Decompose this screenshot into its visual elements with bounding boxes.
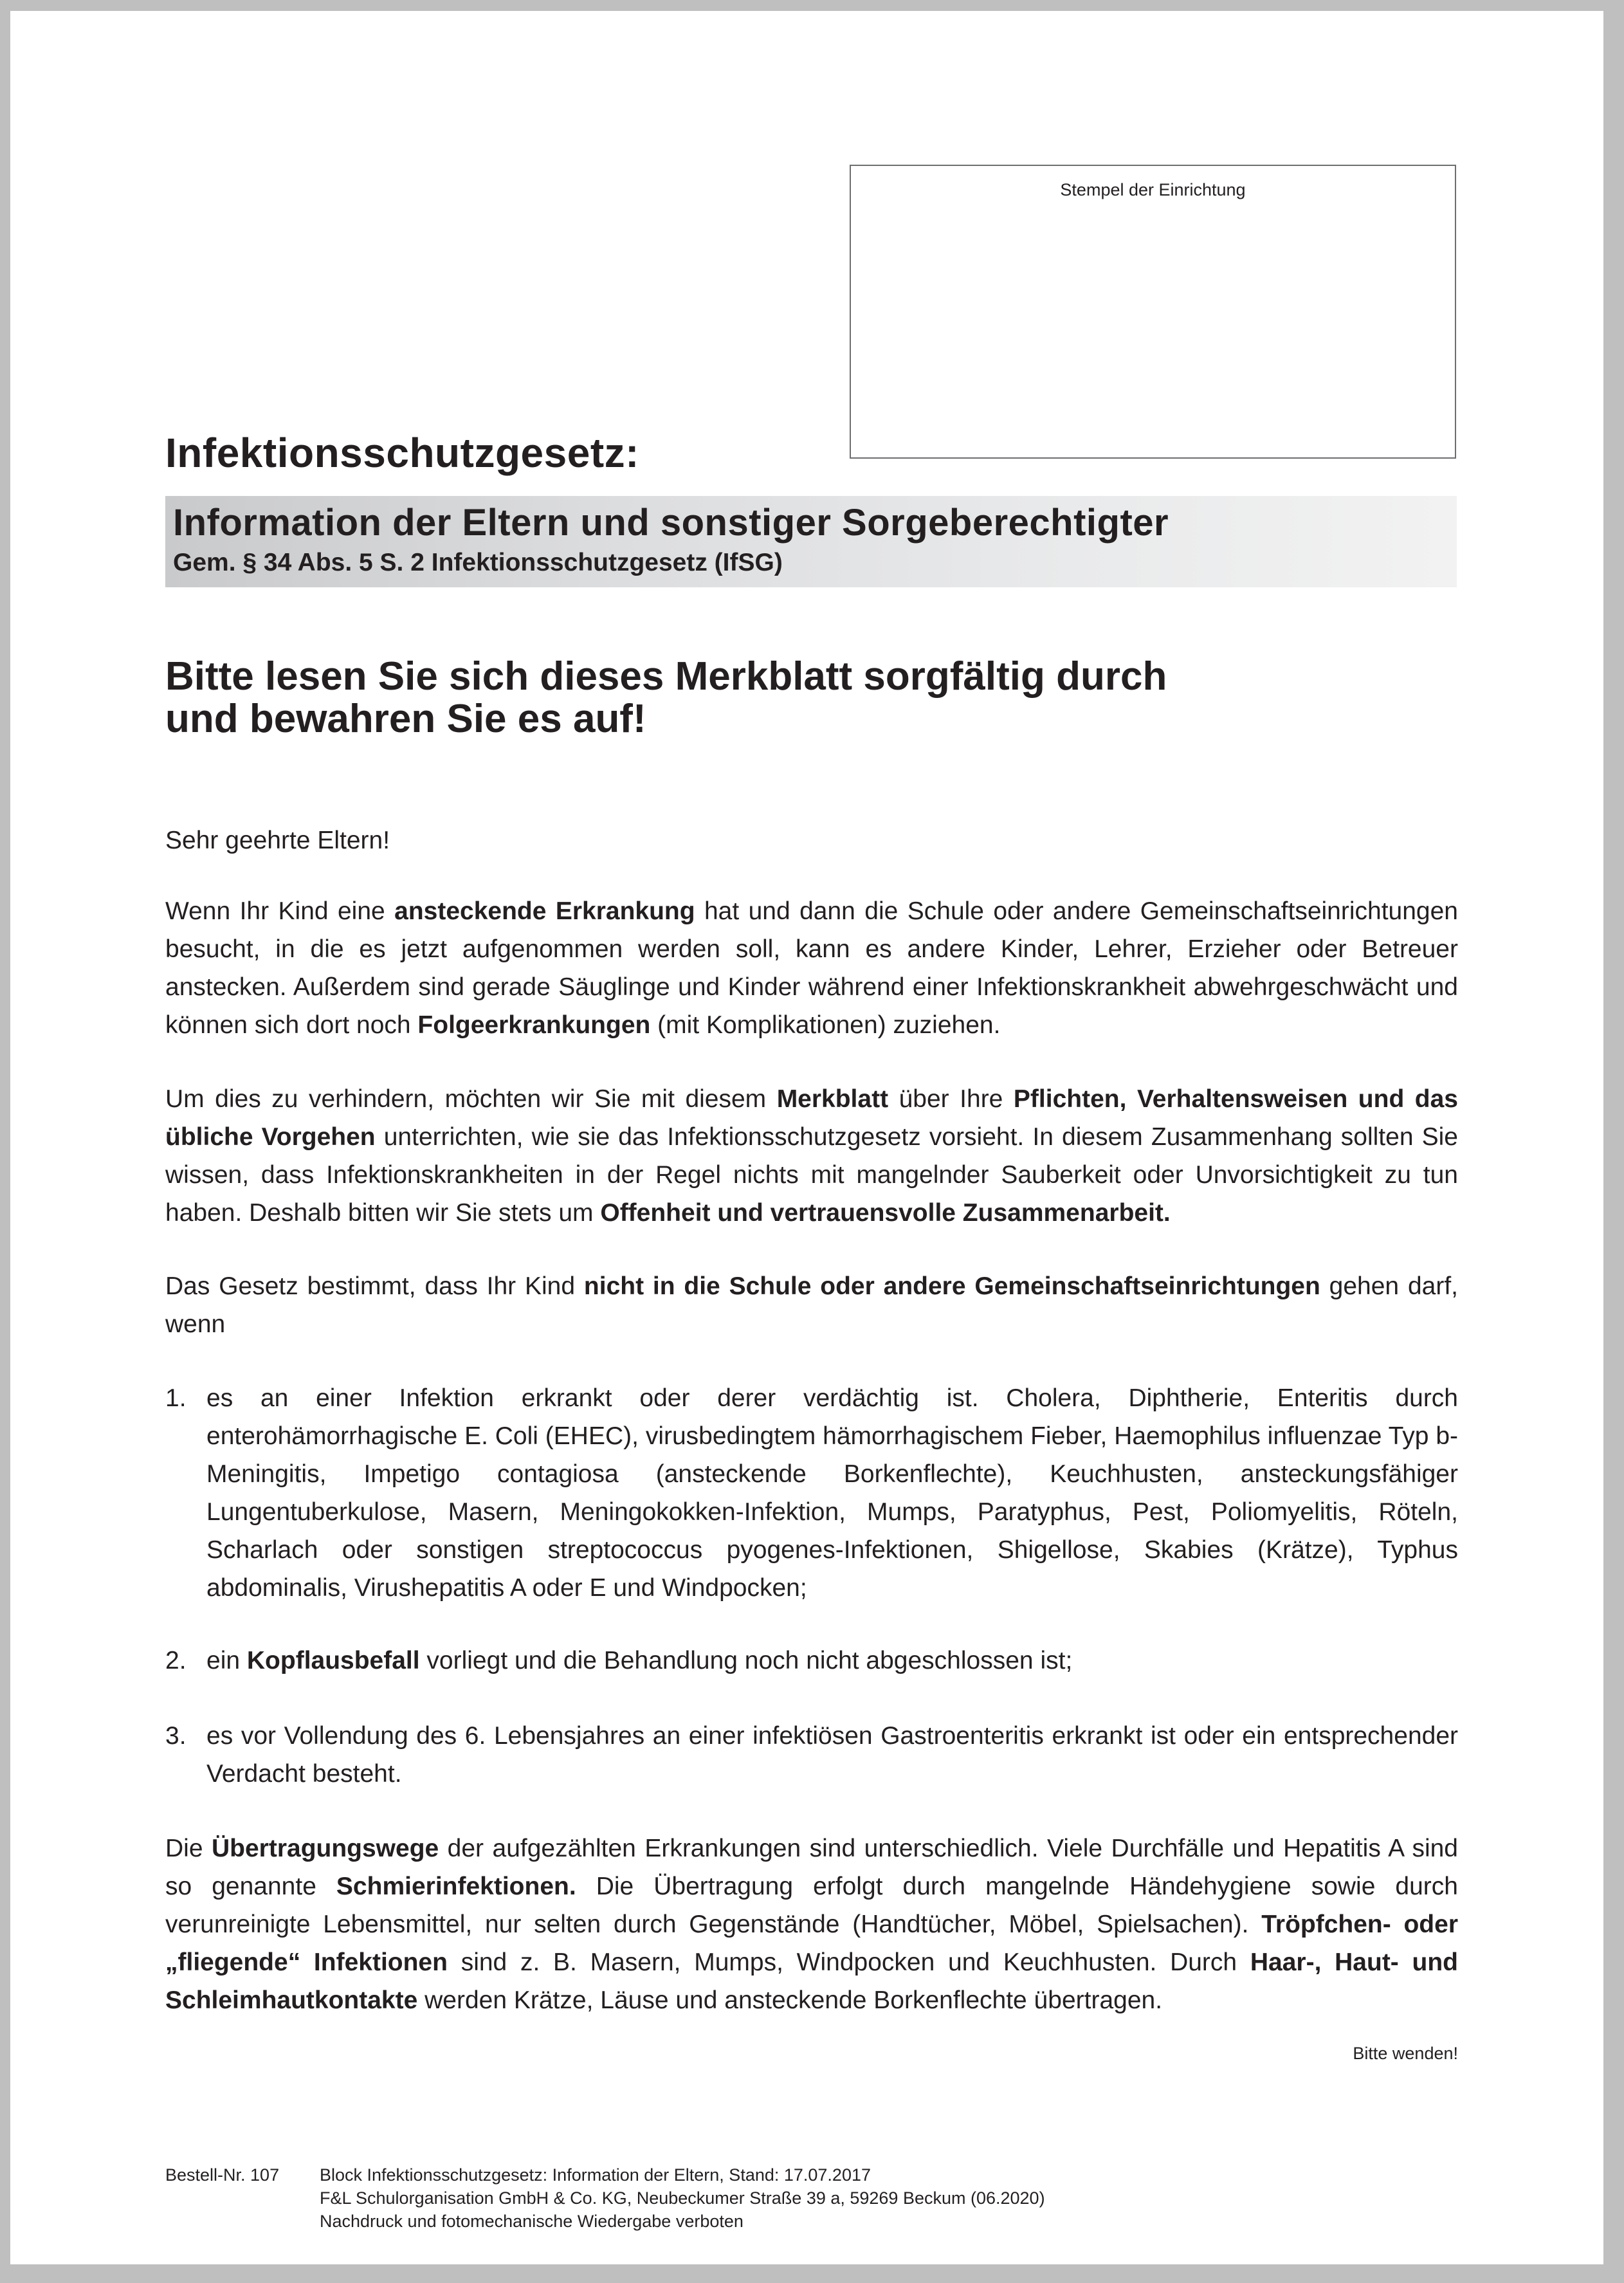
text: über Ihre bbox=[888, 1085, 1014, 1113]
list-item bbox=[165, 1379, 1458, 1607]
turn-page-note: Bitte wenden! bbox=[1353, 2044, 1458, 2063]
list-text: es an einer Infektion erkrankt oder derer verdächtig ist. Cholera, Diphtherie, Enteritis durch enterohämorrhagische E. Coli (EHEC), virusbedingtem hämorrhagischem Fieber, Haemophilus influenzae Typ b-Meningitis, Impetigo contagiosa (ansteckende Borkenflechte), Keuchhusten, ansteckungsfähiger Lungentuberkulose, Masern, Meningokokken-Infektion, Mumps, Paratyphus, Pest, Poliomyelitis, Röteln, Scharlach oder sonstigen streptococcus pyogenes-Infektionen, Shigellose, Skabies (Krätze), Typhus abdominalis, Virushepatitis A oder E und Windpocken; bbox=[206, 1384, 1458, 1602]
paragraph-2 bbox=[165, 1080, 1458, 1232]
emphasis: nicht in die Schule oder andere Gemeinschaftseinrichtungen bbox=[583, 1272, 1320, 1300]
emphasis: ansteckende Erkrankung bbox=[394, 897, 695, 925]
text: ein bbox=[206, 1647, 247, 1674]
text: (mit Komplikationen) zuziehen. bbox=[650, 1011, 1001, 1039]
text: hat und dann die Schule oder andere Gemeinschaftseinrichtungen besucht, in die es jetzt aufgenommen werden soll, kann es andere Kinder, Lehrer, Erzieher oder Betreuer anstecken. Außerdem sind gerade Säuglinge und Kinder während einer Infektionskrankheit abwehrgeschwächt und können sich dort noch bbox=[165, 897, 1458, 1039]
lead-heading bbox=[165, 656, 1387, 740]
text: gehen darf, wenn bbox=[165, 1272, 1458, 1338]
emphasis: Kopflausbefall bbox=[246, 1647, 420, 1674]
stamp-label: Stempel der Einrichtung bbox=[1060, 180, 1246, 199]
emphasis: Folgeerkrankungen bbox=[417, 1011, 651, 1039]
salutation: Sehr geehrte Eltern! bbox=[165, 827, 390, 854]
emphasis: Merkblatt bbox=[776, 1085, 889, 1113]
document-page bbox=[10, 11, 1603, 2264]
emphasis: Übertragungswege bbox=[211, 1835, 439, 1862]
order-number: Bestell-Nr. 107 bbox=[165, 2165, 280, 2185]
header-subheading: Gem. § 34 Abs. 5 S. 2 Infektionsschutzgesetz (IfSG) bbox=[173, 549, 783, 576]
institution-stamp-box bbox=[850, 165, 1456, 459]
emphasis: Tröpfchen- oder „fliegende“ Infektionen bbox=[165, 1911, 1458, 1976]
paragraph-4 bbox=[165, 1829, 1458, 2019]
text: Die bbox=[165, 1835, 212, 1862]
emphasis: Haar-, Haut- und Schleimhautkontakte bbox=[165, 1948, 1458, 2014]
paragraph-3 bbox=[165, 1267, 1458, 1343]
list-item bbox=[165, 1642, 1458, 1680]
footer-line-3: Nachdruck und fotomechanische Wiedergabe verboten bbox=[320, 2212, 744, 2231]
list-item bbox=[165, 1717, 1458, 1793]
text: vorliegt und die Behandlung noch nicht abgeschlossen ist; bbox=[419, 1647, 1073, 1674]
emphasis: Offenheit und vertrauensvolle Zusammenarbeit. bbox=[600, 1199, 1171, 1227]
footer-lines bbox=[320, 2163, 1045, 2233]
footer-line-1: Block Infektionsschutzgesetz: Information der Eltern, Stand: 17.07.2017 bbox=[320, 2165, 871, 2185]
document-title: Infektionsschutzgesetz: bbox=[165, 430, 639, 476]
header-heading: Information der Eltern und sonstiger Sorgeberechtigter bbox=[173, 502, 1169, 544]
text: der aufgezählten Erkrankungen sind unterschiedlich. Viele Durchfälle und Hepatitis A sind so genannte bbox=[165, 1835, 1458, 1900]
header-band bbox=[165, 496, 1457, 587]
text: Um dies zu verhindern, möchten wir Sie mit diesem bbox=[165, 1085, 777, 1113]
text: Die Übertragung erfolgt durch mangelnde Händehygiene sowie durch verunreinigte Lebensmittel, nur selten durch Gegenstände (Handtücher, Möbel, Spielsachen). bbox=[165, 1873, 1458, 1938]
footer-line-2: F&L Schulorganisation GmbH & Co. KG, Neubeckumer Straße 39 a, 59269 Beckum (06.2020) bbox=[320, 2188, 1045, 2208]
list-text bbox=[206, 1642, 1458, 1680]
emphasis: Pflichten, Verhaltensweisen und das übliche Vorgehen bbox=[165, 1085, 1458, 1151]
paragraph-1 bbox=[165, 892, 1458, 1044]
text: werden Krätze, Läuse und ansteckende Borkenflechte übertragen. bbox=[417, 1986, 1163, 2014]
text: sind z. B. Masern, Mumps, Windpocken und Keuchhusten. Durch bbox=[447, 1948, 1250, 1976]
list-number: 1. bbox=[165, 1384, 187, 1412]
lead-line-2: und bewahren Sie es auf! bbox=[165, 697, 646, 741]
lead-line-1: Bitte lesen Sie sich dieses Merkblatt sorgfältig durch bbox=[165, 654, 1167, 699]
list-number: 2. bbox=[165, 1647, 187, 1674]
text: unterrichten, wie sie das Infektionsschutzgesetz vorsieht. In diesem Zusammenhang sollten Sie wissen, dass Infektionskrankheiten in der Regel nichts mit mangelnder Sauberkeit oder Unvorsichtigkeit zu tun haben. Deshalb bitten wir Sie stets um bbox=[165, 1123, 1458, 1227]
list-text: es vor Vollendung des 6. Lebensjahres an einer infektiösen Gastroenteritis erkrankt ist oder ein entsprechender Verdacht besteht. bbox=[206, 1722, 1458, 1788]
text: Wenn Ihr Kind eine bbox=[165, 897, 395, 925]
text: Das Gesetz bestimmt, dass Ihr Kind bbox=[165, 1272, 584, 1300]
emphasis: Schmierinfektionen. bbox=[336, 1873, 576, 1900]
list-number: 3. bbox=[165, 1722, 187, 1750]
